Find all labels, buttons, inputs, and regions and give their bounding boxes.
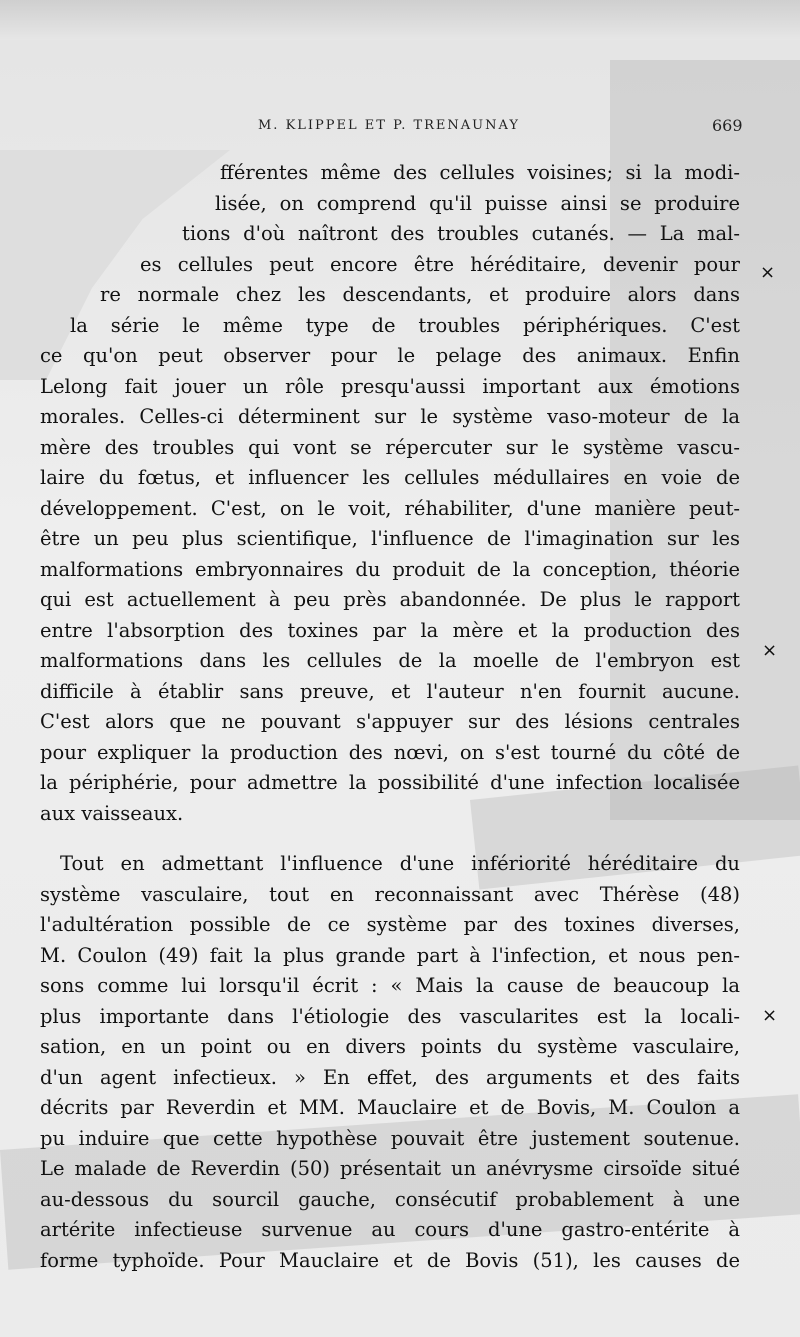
text-line: système vasculaire, tout en reconnaissant avec Thérèse (48) [40, 882, 740, 906]
text-line: Tout en admettant l'influence d'une infériorité héréditaire du [60, 852, 740, 875]
text-line: être un peu plus scientifique, l'influence de l'imagination sur les [40, 527, 740, 550]
text-line: Lelong fait jouer un rôle presqu'aussi important aux émotions [40, 374, 740, 398]
text-line: malformations embryonnaires du produit de la conception, théorie [40, 557, 740, 581]
text-line: Le malade de Reverdin (50) présentait un anévrysme cirsoïde situé [40, 1157, 740, 1180]
text-line: laire du fœtus, et influencer les cellules médullaires en voie de [40, 466, 740, 489]
text-line: qui est actuellement à peu près abandonnée. De plus le rapport [40, 588, 740, 611]
text-line: artérite infectieuse survenue au cours d'une gastro-entérite à [40, 1218, 740, 1241]
margin-mark: × [762, 1005, 778, 1026]
text-line: la série le même type de troubles périphériques. C'est [70, 313, 740, 337]
text-line: malformations dans les cellules de la moelle de l'embryon est [40, 649, 740, 672]
text-line: plus importante dans l'étiologie des vascularites est la locali- [40, 1004, 740, 1028]
text-line: morales. Celles-ci déterminent sur le système vaso-moteur de la [40, 405, 740, 428]
page-number: 669 [712, 116, 743, 135]
text-line: es cellules peut encore être héréditaire, devenir pour [140, 252, 740, 276]
text-line: sation, en un point ou en divers points du système vasculaire, [40, 1035, 740, 1058]
text-line: l'adultération possible de ce système par des toxines diverses, [40, 913, 740, 936]
text-line: M. Coulon (49) fait la plus grande part à l'infection, et nous pen- [40, 943, 740, 967]
text-line: re normale chez les descendants, et produire alors dans [100, 283, 740, 306]
text-line: pour expliquer la production des nœvi, on s'est tourné du côté de [40, 740, 740, 764]
margin-mark: × [760, 262, 776, 283]
text-line: tions d'où naîtront des troubles cutanés. — La mal- [182, 222, 740, 245]
text-line: développement. C'est, on le voit, réhabiliter, d'une manière peut- [40, 496, 740, 520]
text-line: ﬀérentes même des cellules voisines; si la modi- [220, 161, 740, 184]
text-line: la périphérie, pour admettre la possibilité d'une infection localisée [40, 771, 740, 794]
text-line: entre l'absorption des toxines par la mère et la production des [40, 618, 740, 642]
page-header [0, 118, 800, 142]
text-line: lisée, on comprend qu'il puisse ainsi se produire [215, 191, 740, 215]
text-line: aux vaisseaux. [40, 801, 184, 825]
paragraph-gap [40, 829, 740, 849]
text-line: décrits par Reverdin et MM. Mauclaire et de Bovis, M. Coulon a [40, 1096, 740, 1119]
text-line: d'un agent infectieux. » En effet, des arguments et des faits [40, 1065, 740, 1089]
text-line: pu induire que cette hypothèse pouvait être justement soutenue. [40, 1126, 740, 1150]
text-line: C'est alors que ne pouvant s'appuyer sur des lésions centrales [40, 710, 740, 733]
text-line: difficile à établir sans preuve, et l'auteur n'en fournit aucune. [40, 679, 740, 703]
running-head: M. KLIPPEL ET P. TRENAUNAY [258, 118, 520, 133]
margin-mark: × [762, 640, 778, 661]
text-line: forme typhoïde. Pour Mauclaire et de Bovis (51), les causes de [40, 1248, 740, 1272]
body-text [40, 158, 740, 1276]
text-line: sons comme lui lorsqu'il écrit : « Mais la cause de beaucoup la [40, 974, 740, 997]
text-line: ce qu'on peut observer pour le pelage des animaux. Enfin [40, 344, 740, 367]
text-line: au-dessous du sourcil gauche, consécutif probablement à une [40, 1187, 740, 1211]
scan-edge [0, 0, 800, 40]
text-line: mère des troubles qui vont se répercuter sur le système vascu- [40, 435, 740, 459]
